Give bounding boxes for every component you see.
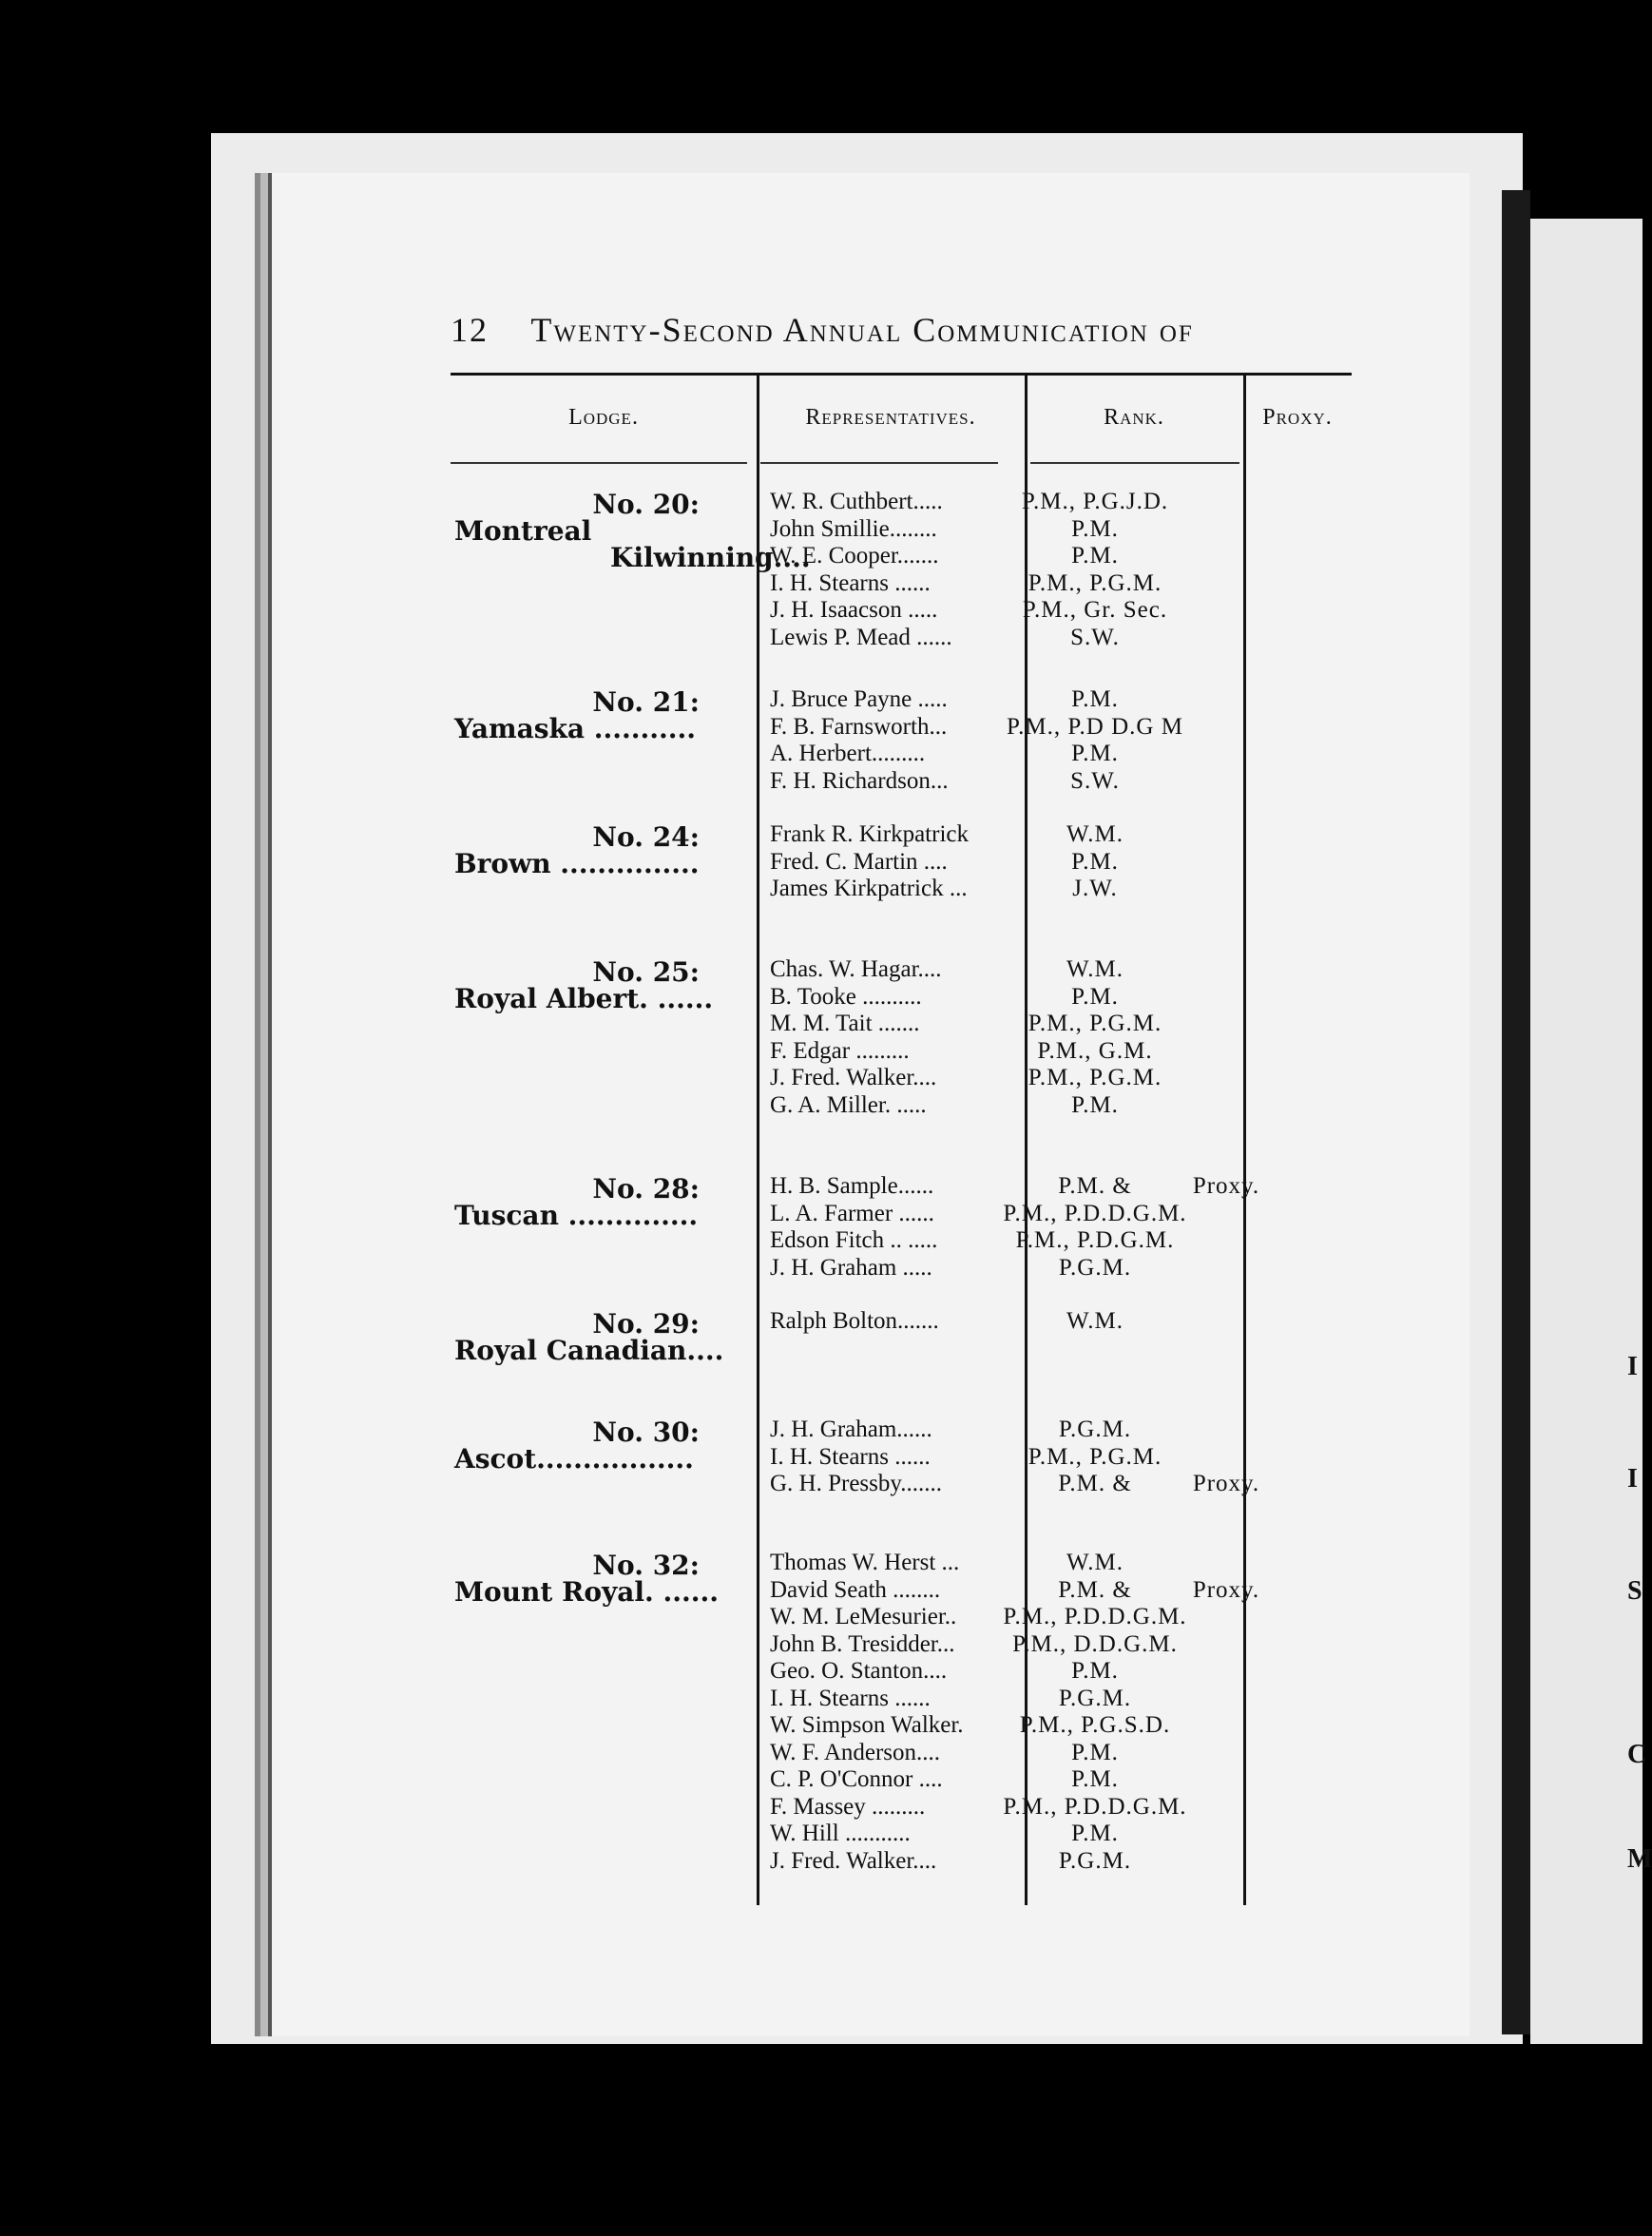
lodge-number: No. 32: <box>592 1550 700 1581</box>
table-row <box>770 1308 1352 1336</box>
rank-cell: P.M. <box>1071 515 1119 542</box>
lodge-number: No. 21: <box>592 686 700 718</box>
representative-name: J. H. Isaacson ..... <box>770 597 938 623</box>
lodge-number: No. 29: <box>592 1308 700 1340</box>
representative-name: W. E. Cooper....... <box>770 543 939 569</box>
table-row <box>770 984 1352 1012</box>
table-row <box>770 1417 1352 1444</box>
table-row <box>770 1821 1352 1848</box>
representative-name: J. Fred. Walker.... <box>770 1847 937 1874</box>
representative-rows <box>770 1173 1352 1282</box>
page-header <box>451 310 1194 350</box>
table-row <box>770 1092 1352 1120</box>
table-row <box>770 1173 1352 1201</box>
representative-name: James Kirkpatrick ... <box>770 876 968 901</box>
table-row <box>770 1794 1352 1822</box>
representative-name: Chas. W. Hagar.... <box>770 956 942 982</box>
rank-cell: P.M. <box>1071 1821 1119 1846</box>
lodge-name: Montreal <box>454 515 592 547</box>
lodge-name: Tuscan .............. <box>454 1200 699 1231</box>
rank-cell: S.W. <box>1070 624 1120 650</box>
representatives-table <box>451 373 1352 1905</box>
table-row <box>770 1766 1352 1794</box>
representative-name: Fred. C. Martin .... <box>770 848 948 875</box>
proxy-cell: Proxy. <box>1192 1576 1260 1603</box>
rank-cell: P.M., P.G.S.D. <box>1019 1712 1171 1738</box>
table-row <box>770 625 1352 652</box>
lodge-name: Royal Albert. ...... <box>454 983 714 1014</box>
representative-name: F. B. Farnsworth... <box>770 713 948 740</box>
rank-cell: P.M. <box>1071 1091 1119 1118</box>
representative-name: L. A. Farmer ...... <box>770 1200 934 1226</box>
representative-name: I. H. Stearns ...... <box>770 1685 931 1711</box>
representative-name: F. Massey ......... <box>770 1793 926 1820</box>
representative-name: Edson Fitch .. ..... <box>770 1227 938 1253</box>
lodge-name: Royal Canadian.... <box>454 1335 724 1366</box>
representative-name: A. Herbert......... <box>770 741 926 766</box>
table-row <box>770 1201 1352 1228</box>
table-row <box>770 1848 1352 1876</box>
lodge-name: Yamaska ........... <box>454 713 697 744</box>
rank-cell: P.M., G.M. <box>1037 1037 1153 1064</box>
lodge-name: Mount Royal. ...... <box>454 1576 720 1608</box>
rank-cell: P.M. & <box>1058 1576 1132 1603</box>
rank-cell: W.M. <box>1066 956 1124 982</box>
rank-cell: P.M. <box>1071 1658 1119 1684</box>
rank-cell: P.M., P.D.D.G.M. <box>1003 1793 1187 1820</box>
column-header-proxy: Proxy. <box>1262 405 1333 430</box>
rank-cell: P.G.M. <box>1058 1417 1132 1442</box>
rank-cell: P.M. <box>1071 1766 1119 1792</box>
representative-name: W. F. Anderson.... <box>770 1739 941 1765</box>
representative-rows <box>770 1550 1352 1875</box>
proxy-cell: Proxy. <box>1192 1173 1260 1199</box>
table-row <box>770 1686 1352 1713</box>
representative-name: F. H. Richardson... <box>770 767 949 794</box>
lodge-name-continued: Kilwinning.... <box>610 542 811 573</box>
column-header-representatives: Representatives. <box>805 405 976 430</box>
rank-cell: P.M., P.D D.G M <box>1007 713 1183 740</box>
representative-name: Ralph Bolton....... <box>770 1308 939 1334</box>
table-row <box>770 516 1352 544</box>
column-header-rank: Rank. <box>1104 405 1164 430</box>
table-row <box>770 1038 1352 1066</box>
rank-cell: P.M. <box>1071 848 1119 875</box>
rank-cell: S.W. <box>1070 767 1120 794</box>
proxy-cell: Proxy. <box>1192 1471 1260 1496</box>
table-row <box>770 489 1352 516</box>
representative-rows <box>770 956 1352 1119</box>
lodge-name: Brown ............... <box>454 848 700 879</box>
representative-name: Lewis P. Mead ...... <box>770 624 952 650</box>
rank-cell: P.M. <box>1071 983 1119 1010</box>
representative-name: W. M. LeMesurier.. <box>770 1604 957 1629</box>
page-number: 12 <box>451 311 489 349</box>
representative-name: I. H. Stearns ...... <box>770 569 931 596</box>
table-row <box>770 543 1352 570</box>
header-rule <box>1030 462 1239 464</box>
rank-cell: P.G.M. <box>1058 1847 1132 1874</box>
rank-cell: P.M. <box>1071 741 1119 766</box>
rank-cell: P.G.M. <box>1058 1685 1132 1711</box>
representative-name: Thomas W. Herst ... <box>770 1550 960 1575</box>
representative-name: David Seath ........ <box>770 1576 941 1603</box>
rank-cell: P.M., P.D.G.M. <box>1015 1227 1175 1253</box>
table-row <box>770 1712 1352 1740</box>
representative-name: Frank R. Kirkpatrick <box>770 821 969 847</box>
rank-cell: W.M. <box>1066 821 1124 847</box>
table-row <box>770 849 1352 877</box>
lodge-number: No. 24: <box>592 821 700 853</box>
table-row <box>770 768 1352 796</box>
representative-name: J. H. Graham...... <box>770 1417 932 1442</box>
table-row <box>770 1227 1352 1255</box>
table-row <box>770 1550 1352 1577</box>
table-row <box>770 597 1352 625</box>
edge-letter: S <box>1627 1576 1642 1606</box>
edge-letter: M <box>1627 1844 1652 1874</box>
table-row <box>770 1604 1352 1631</box>
representative-name: I. H. Stearns ...... <box>770 1443 931 1470</box>
lodge-name: Ascot................. <box>454 1443 694 1475</box>
rank-cell: P.M., P.G.M. <box>1028 1011 1162 1036</box>
rank-cell: P.M., P.G.M. <box>1028 1443 1162 1470</box>
table-row <box>770 1658 1352 1686</box>
header-rule <box>760 462 998 464</box>
table-row <box>770 686 1352 714</box>
representative-name: W. Simpson Walker. <box>770 1712 964 1738</box>
table-row <box>770 876 1352 903</box>
table-row <box>770 570 1352 598</box>
representative-name: F. Edgar ......... <box>770 1037 910 1064</box>
representative-rows <box>770 489 1352 651</box>
representative-name: J. Fred. Walker.... <box>770 1065 937 1090</box>
representative-rows <box>770 1308 1352 1336</box>
rank-cell: P.G.M. <box>1058 1254 1132 1281</box>
representative-name: Geo. O. Stanton.... <box>770 1658 948 1684</box>
representative-rows <box>770 1417 1352 1498</box>
column-divider <box>757 373 759 1905</box>
rank-cell: P.M. <box>1071 1739 1119 1765</box>
lodge-number: No. 30: <box>592 1417 700 1448</box>
table-row <box>770 1255 1352 1282</box>
rank-cell: P.M. & <box>1058 1173 1132 1199</box>
column-header-lodge: Lodge. <box>568 405 639 430</box>
table-row <box>770 1011 1352 1038</box>
book-spine <box>1502 190 1530 2034</box>
rank-cell: P.M., D.D.G.M. <box>1012 1630 1178 1657</box>
header-rule <box>451 462 747 464</box>
representative-rows <box>770 821 1352 903</box>
representative-name: H. B. Sample...... <box>770 1173 934 1199</box>
table-row <box>770 1444 1352 1472</box>
table-row <box>770 1740 1352 1767</box>
rank-cell: P.M., Gr. Sec. <box>1022 597 1168 623</box>
rank-cell: P.M., P.D.D.G.M. <box>1003 1200 1187 1226</box>
representative-name: G. H. Pressby....... <box>770 1471 943 1496</box>
representative-name: G. A. Miller. ..... <box>770 1091 927 1118</box>
edge-letter: I <box>1627 1352 1638 1381</box>
table-row <box>770 956 1352 984</box>
edge-letter: I <box>1627 1464 1638 1494</box>
rank-cell: P.M. <box>1071 686 1119 712</box>
table-top-rule <box>451 373 1352 376</box>
lodge-number: No. 28: <box>592 1173 700 1205</box>
table-row <box>770 821 1352 849</box>
rank-cell: P.M., P.D.D.G.M. <box>1003 1604 1187 1629</box>
representative-name: W. R. Cuthbert..... <box>770 489 943 514</box>
rank-cell: P.M. & <box>1058 1471 1132 1496</box>
rank-cell: P.M., P.G.J.D. <box>1021 489 1169 514</box>
table-row <box>770 1631 1352 1659</box>
rank-cell: J.W. <box>1072 876 1118 901</box>
representative-name: John Smillie........ <box>770 515 937 542</box>
next-page-edge <box>1530 219 1642 2044</box>
table-row <box>770 741 1352 768</box>
representative-name: John B. Tresidder... <box>770 1630 955 1657</box>
representative-name: M. M. Tait ....... <box>770 1011 920 1036</box>
representative-name: J. Bruce Payne ..... <box>770 686 948 712</box>
rank-cell: P.M., P.G.M. <box>1028 1065 1162 1090</box>
page-title: Twenty-Second Annual Communication of <box>530 311 1194 349</box>
representative-name: J. H. Graham ..... <box>770 1254 932 1281</box>
table-row <box>770 714 1352 742</box>
lodge-number: No. 20: <box>592 489 700 520</box>
rank-cell: P.M. <box>1071 543 1119 569</box>
rank-cell: P.M., P.G.M. <box>1028 569 1162 596</box>
lodge-number: No. 25: <box>592 956 700 988</box>
representative-name: B. Tooke .......... <box>770 983 922 1010</box>
table-row <box>770 1577 1352 1605</box>
representative-rows <box>770 686 1352 795</box>
rank-cell: W.M. <box>1066 1308 1124 1334</box>
table-row <box>770 1471 1352 1498</box>
rank-cell: W.M. <box>1066 1550 1124 1575</box>
table-row <box>770 1065 1352 1092</box>
representative-name: C. P. O'Connor .... <box>770 1766 943 1792</box>
representative-name: W. Hill ........... <box>770 1821 911 1846</box>
edge-letter: C <box>1627 1740 1647 1769</box>
